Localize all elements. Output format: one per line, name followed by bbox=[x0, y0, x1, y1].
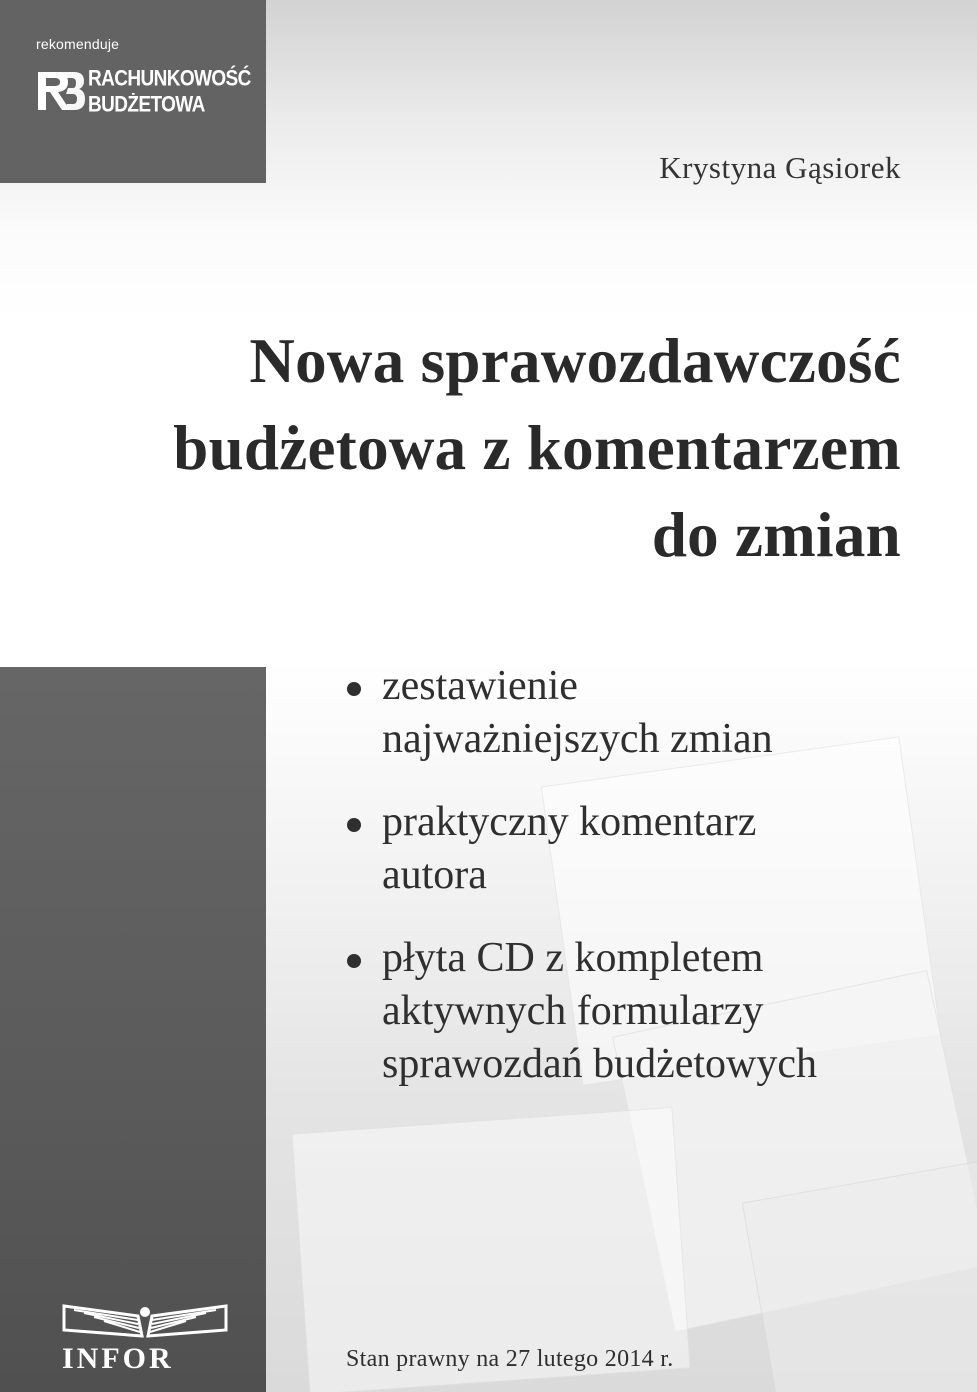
recommend-label: rekomenduje bbox=[36, 36, 120, 52]
title-line: budżetowa z komentarzem bbox=[173, 413, 901, 483]
feature-list bbox=[344, 660, 944, 1121]
bullet-icon bbox=[347, 954, 361, 968]
list-item bbox=[344, 796, 944, 902]
list-item-text: zestawienie bbox=[382, 663, 578, 709]
author-name: Krystyna Gąsiorek bbox=[659, 150, 901, 185]
list-item-text: autora bbox=[382, 852, 487, 898]
list-item bbox=[344, 932, 944, 1091]
list-item-text: praktyczny komentarz bbox=[382, 799, 757, 845]
top-gray-panel bbox=[0, 0, 266, 183]
title-line: do zmian bbox=[651, 500, 901, 570]
decorative-square bbox=[742, 1161, 977, 1392]
book-title bbox=[173, 318, 901, 579]
rb-logo-icon bbox=[34, 66, 86, 120]
open-book-icon bbox=[58, 1300, 232, 1344]
list-item-text: płyta CD z kompletem bbox=[382, 935, 764, 981]
publisher-name: INFOR bbox=[62, 1342, 174, 1375]
bottom-gray-panel bbox=[0, 667, 266, 1392]
title-line: Nowa sprawozdawczość bbox=[249, 326, 901, 396]
rb-logo-line2: BUDŻETOWA bbox=[88, 93, 205, 118]
list-item-text: aktywnych formularzy bbox=[382, 988, 764, 1034]
list-item bbox=[344, 660, 944, 766]
rb-logo-line1: RACHUNKOWOŚĆ bbox=[88, 67, 251, 92]
list-item-text: najważniejszych zmian bbox=[382, 716, 773, 762]
legal-status: Stan prawny na 27 lutego 2014 r. bbox=[346, 1346, 674, 1372]
bullet-icon bbox=[347, 682, 361, 696]
bullet-icon bbox=[347, 818, 361, 832]
list-item-text: sprawozdań budżetowych bbox=[382, 1041, 818, 1087]
